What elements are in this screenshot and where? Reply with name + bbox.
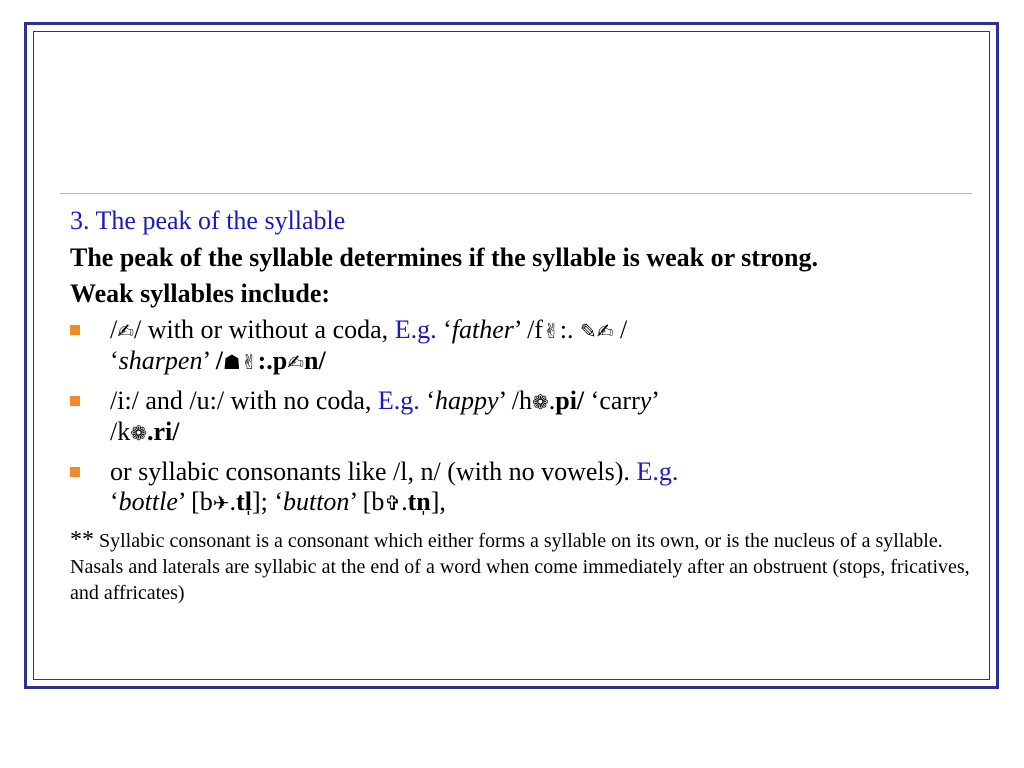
ash-glyph: ❁ [531, 390, 549, 414]
bullet-square-icon [70, 467, 80, 477]
vowel-glyph: ✌ [542, 319, 560, 343]
bullet-schwa: /✍/ with or without a coda, E.g. ‘father’ /f✌:. ✎✍ / ‘sharpen’ /☗✌:.p✍n/ [70, 315, 970, 377]
slide-body [70, 205, 970, 606]
ash-glyph: ❁ [130, 421, 147, 445]
example-label: E.g. [394, 315, 437, 344]
eth-glyph: ✎ [579, 319, 597, 343]
wedge-glyph: ✞ [384, 491, 402, 515]
schwa-glyph: ✍ [117, 319, 134, 343]
example-word-sharpen: sharpen [118, 346, 203, 375]
syllabic-consonant-note [70, 527, 970, 606]
section-heading: 3. The peak of the syllable [70, 206, 346, 235]
title-divider [60, 193, 972, 194]
note-text: Syllabic consonant is a consonant which either forms a syllable on its own, or is the nucleus of a syllable. Nasals and laterals are syllabic at the end of a word when come immediately after an obstruent (stops, fricatives, and affricates) [70, 530, 970, 604]
note-marker: ** [70, 527, 94, 553]
schwa-glyph: ✍ [596, 319, 614, 343]
peak-statement: The peak of the syllable determines if the syllable is weak or strong. [70, 243, 818, 272]
esh-glyph: ☗ [222, 350, 241, 374]
bullet-square-icon [70, 396, 80, 406]
example-label: E.g. [377, 386, 420, 415]
example-word-bottle: bottle [118, 487, 178, 516]
bullet-square-icon [70, 325, 80, 335]
vowel-glyph: ✌ [240, 350, 258, 374]
open-o-glyph: ✈ [212, 491, 230, 515]
bullet-syllabic-consonants: or syllabic consonants like /l, n/ (with no vowels). E.g. ‘bottle’ [b✈.tl̩]; ‘button’ [b✞.tn̩], [70, 457, 970, 518]
example-word-button: button [282, 487, 350, 516]
example-word-happy: happy [434, 386, 499, 415]
bullet-long-vowels: /i:/ and /u:/ with no coda, E.g. ‘happy’ /h❁.pi/ ‘carry’ /k❁.ri/ [70, 386, 970, 448]
example-word-father: father [451, 315, 514, 344]
weak-syllables-intro: Weak syllables include: [70, 279, 331, 308]
example-label: E.g. [636, 457, 679, 486]
schwa-glyph: ✍ [287, 350, 305, 374]
